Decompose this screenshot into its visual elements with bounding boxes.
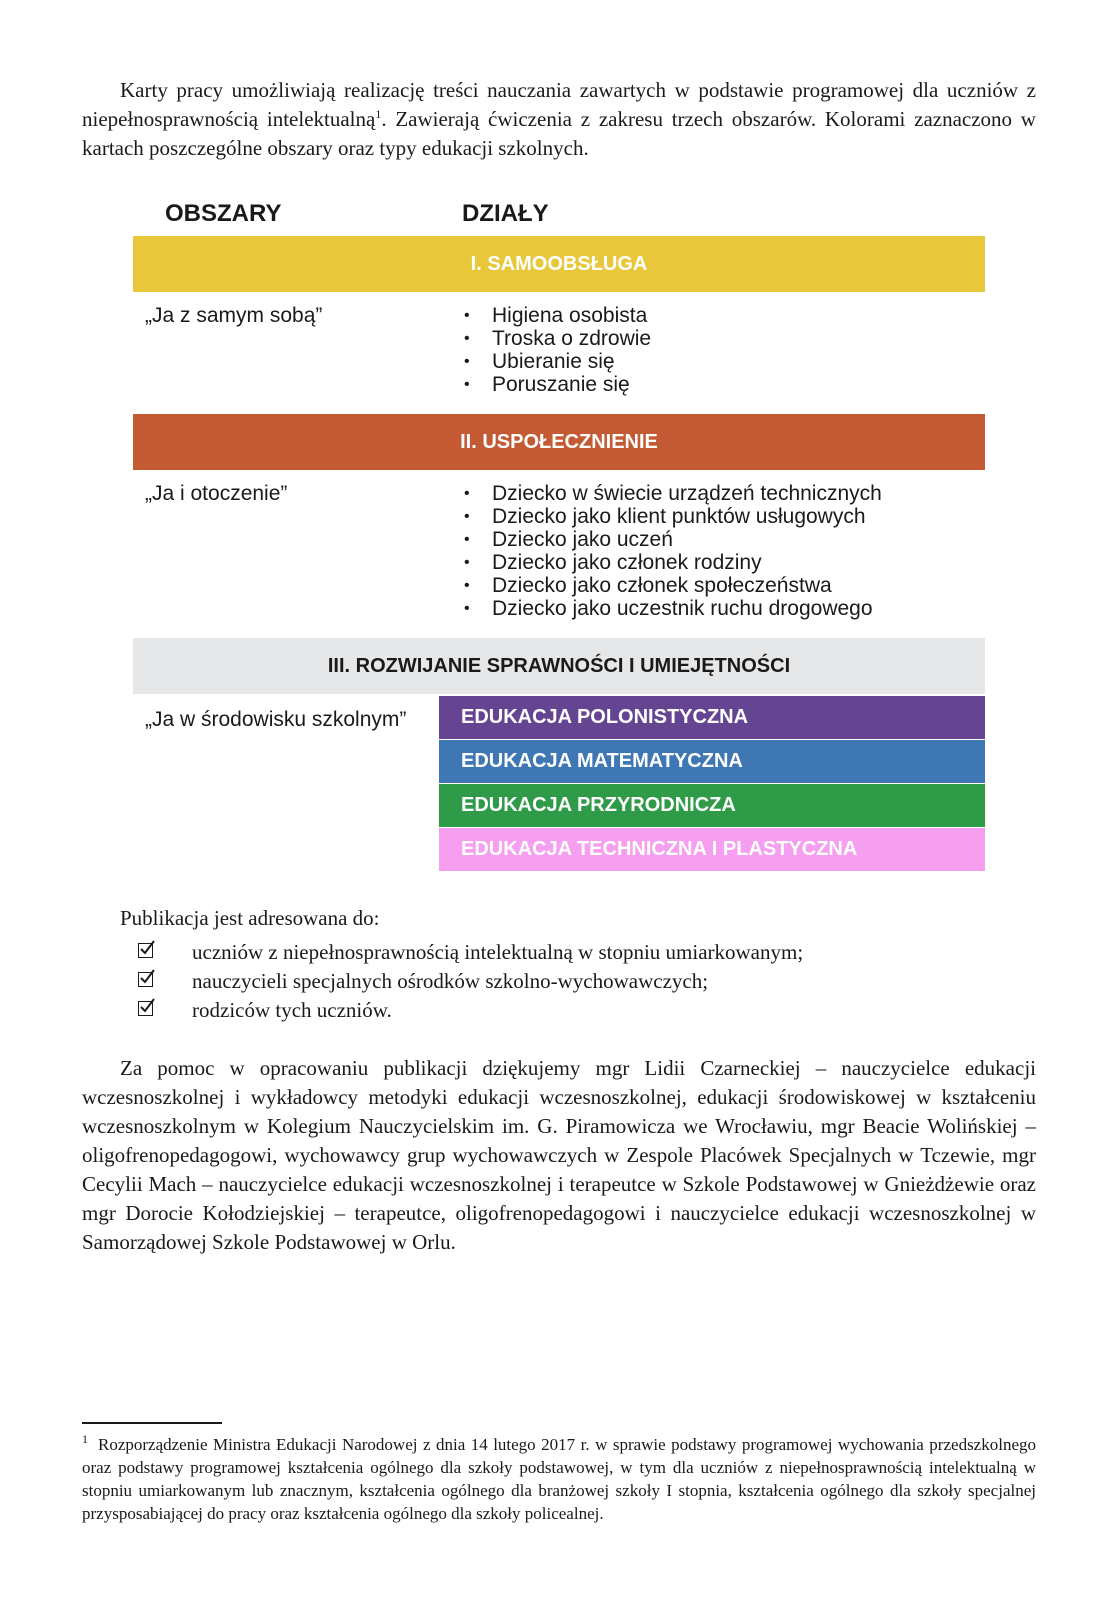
- list-item: • Dziecko w świecie urządzeń technicznych: [460, 482, 882, 505]
- list-item: • Troska o zdrowie: [460, 327, 651, 350]
- education-bar-polonistyczna: EDUKACJA POLONISTYCZNA: [439, 696, 985, 739]
- checkbox-checked-icon: [138, 972, 153, 987]
- checkbox-checked-icon: [138, 1001, 153, 1016]
- audience-item-text: uczniów z niepełnosprawnością intelektualną w stopniu umiarkowanym;: [192, 940, 804, 964]
- intro-paragraph: [82, 76, 1036, 163]
- audience-lead: Publikacja jest adresowana do:: [120, 906, 380, 930]
- education-bar-techniczna-plastyczna: EDUKACJA TECHNICZNA I PLASTYCZNA: [439, 828, 985, 871]
- acknowledgements-paragraph: [82, 1054, 1036, 1257]
- checkbox-checked-icon: [138, 943, 153, 958]
- column-header-obszary: OBSZARY: [165, 200, 282, 227]
- footnote-ref[interactable]: 1: [375, 107, 382, 121]
- area-label-ja-z-samym-soba: „Ja z samym sobą”: [145, 304, 323, 327]
- section-band-uspolecznienie: II. USPOŁECZNIENIE: [133, 414, 985, 470]
- audience-list: [136, 938, 803, 1025]
- topic-list-samoobsluga: [460, 304, 651, 396]
- list-item: • Higiena osobista: [460, 304, 651, 327]
- acknowledgements-text: Za pomoc w opracowaniu publikacji dziękujemy mgr Lidii Czarneckiej – nauczycielce edukacji wczesnoszkolnej i wykładowcy metodyki edukacji wczesnoszkolnej, edukacji środowiskowej w kształceniu wczesnoszkolnym w Kolegium Nauczycielskim im. G. Piramowicza we Wrocławiu, mgr Beacie Wolińskiej – oligofrenopedagogowi, wychowawcy grup wychowawczych w Zespole Placówek Specjalnych w Tczewie, mgr Cecylii Mach – nauczycielce edukacji wczesnoszkolnej i terapeutce w Szkole Podstawowej w Gnieżdżewie oraz mgr Dorocie Kołodziejskiej – terapeutce, oligofrenopedagogowi i nauczycielce edukacji wczesnoszkolnej w Samorządowej Szkole Podstawowej w Orlu.: [82, 1056, 1036, 1254]
- footnote-mark: 1: [82, 1432, 88, 1447]
- intro-text-2: . Zawierają ćwiczenia z zakresu trzech obszarów. Kolorami zaznaczono w kartach poszczególne obszary oraz typy edukacji szkolnych.: [82, 107, 1036, 160]
- topic-list-uspolecznienie: [460, 482, 882, 620]
- list-item: • Poruszanie się: [460, 373, 651, 396]
- list-item: • Dziecko jako członek społeczeństwa: [460, 574, 882, 597]
- column-header-dzialy: DZIAŁY: [462, 200, 549, 227]
- audience-item-text: nauczycieli specjalnych ośrodków szkolno-wychowawczych;: [192, 969, 709, 993]
- footnote-divider: [82, 1422, 222, 1424]
- intro-text-1: Karty pracy umożliwiają realizację treści nauczania zawartych w podstawie programowej dla uczniów z niepełnosprawnością intelektualną: [82, 78, 1036, 131]
- list-item: • Dziecko jako członek rodziny: [460, 551, 882, 574]
- area-label-ja-i-otoczenie: „Ja i otoczenie”: [145, 482, 288, 505]
- footnote-text: Rozporządzenie Ministra Edukacji Narodowej z dnia 14 lutego 2017 r. w sprawie podstawy programowej wychowania przedszkolnego oraz podstawy programowej kształcenia ogólnego dla szkoły podstawowej, w tym dla uczniów z niepełnosprawnością intelektualną w stopniu umiarkowanym lub znacznym, kształcenia ogólnego dla branżowej szkoły I stopnia, kształcenia ogólnego dla szkoły specjalnej przysposabiającej do pracy oraz kształcenia ogólnego dla szkoły policealnej.: [82, 1435, 1036, 1523]
- footnote: [82, 1433, 1036, 1525]
- list-item: [136, 967, 803, 996]
- list-item: [136, 938, 803, 967]
- section-band-rozwijanie-sprawnosci: III. ROZWIJANIE SPRAWNOŚCI I UMIEJĘTNOŚCI: [133, 638, 985, 694]
- list-item: • Dziecko jako uczestnik ruchu drogowego: [460, 597, 882, 620]
- area-label-ja-w-srodowisku-szkolnym: „Ja w środowisku szkolnym”: [145, 708, 407, 731]
- list-item: • Ubieranie się: [460, 350, 651, 373]
- education-bar-przyrodnicza: EDUKACJA PRZYRODNICZA: [439, 784, 985, 827]
- education-bar-matematyczna: EDUKACJA MATEMATYCZNA: [439, 740, 985, 783]
- section-band-samoobsluga: I. SAMOOBSŁUGA: [133, 236, 985, 292]
- list-item: • Dziecko jako uczeń: [460, 528, 882, 551]
- audience-item-text: rodziców tych uczniów.: [192, 998, 392, 1022]
- list-item: [136, 996, 803, 1025]
- list-item: • Dziecko jako klient punktów usługowych: [460, 505, 882, 528]
